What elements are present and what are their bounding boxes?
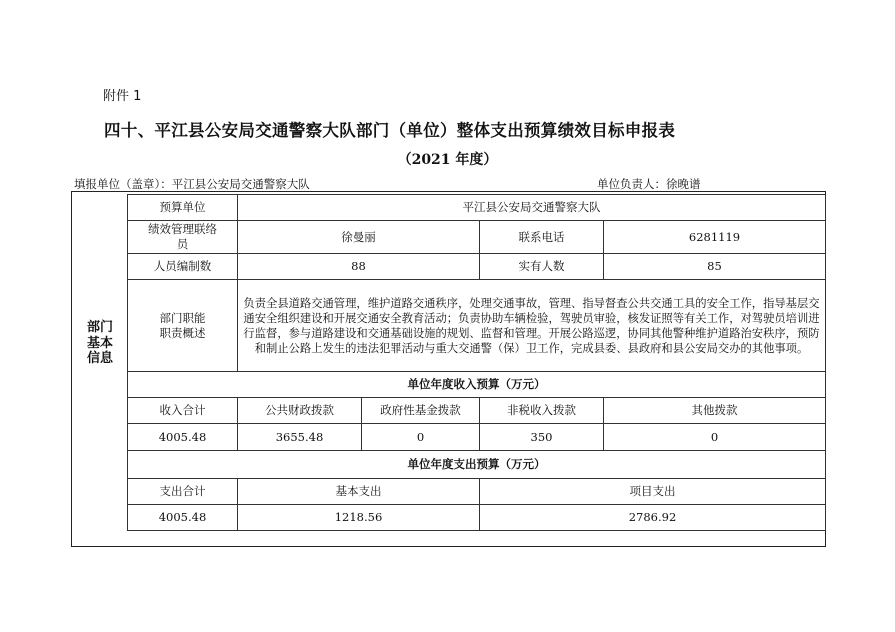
income-header-public-finance: 公共财政拨款 [238, 398, 362, 424]
budget-unit-value: 平江县公安局交通警察大队 [238, 195, 826, 221]
income-header-gov-fund: 政府性基金拨款 [362, 398, 480, 424]
expense-project-value: 2786.92 [480, 505, 826, 531]
budget-unit-label: 预算单位 [128, 195, 238, 221]
phone-label: 联系电话 [480, 221, 604, 254]
staff-quota-value: 88 [238, 254, 480, 280]
income-header-total: 收入合计 [128, 398, 238, 424]
budget-table [127, 194, 826, 531]
income-gov-fund-value: 0 [362, 424, 480, 451]
phone-value: 6281119 [604, 221, 826, 254]
attachment-label: 附件 1 [103, 89, 142, 104]
expense-header-basic: 基本支出 [238, 479, 480, 505]
actual-staff-label: 实有人数 [480, 254, 604, 280]
expense-budget-title: 单位年度支出预算（万元） [128, 451, 826, 479]
expense-basic-value: 1218.56 [238, 505, 480, 531]
unit-head: 单位负责人：徐晚谱 [597, 177, 701, 191]
income-other-value: 0 [604, 424, 826, 451]
fill-unit: 填报单位（盖章）：平江县公安局交通警察大队 [74, 177, 310, 191]
staff-quota-label: 人员编制数 [128, 254, 238, 280]
income-public-finance-value: 3655.48 [238, 424, 362, 451]
document-title: 四十、平江县公安局交通警察大队部门（单位）整体支出预算绩效目标申报表 [104, 121, 676, 140]
section-label: 部门基本信息 [87, 320, 114, 366]
contact-value: 徐曼丽 [238, 221, 480, 254]
income-header-other: 其他拨款 [604, 398, 826, 424]
income-header-non-tax: 非税收入拨款 [480, 398, 604, 424]
expense-total-value: 4005.48 [128, 505, 238, 531]
contact-label: 绩效管理联络员 [128, 221, 238, 254]
income-total-value: 4005.48 [128, 424, 238, 451]
duties-label: 部门职能职责概述 [128, 280, 238, 372]
actual-staff-value: 85 [604, 254, 826, 280]
income-non-tax-value: 350 [480, 424, 604, 451]
duties-text: 负责全县道路交通管理，维护道路交通秩序，处理交通事故，管理、指导督查公共交通工具的安全工作，指导基层交通安全组织建设和开展交通安全教育活动；负责协助车辆检验，驾驶员审验，核发证照等有关工作，对驾驶员培训进行监督，参与道路建设和交通基础设施的规划、监督和管理。开展公路巡逻，协同其他警种维护道路治安秩序，预防和制止公路上发生的违法犯罪活动与重大交通警（保）卫工作，完成县委、县政府和县公安局交办的其他事项。 [238, 280, 826, 372]
expense-header-project: 项目支出 [480, 479, 826, 505]
fiscal-year: （2021 年度） [397, 152, 498, 168]
expense-header-total: 支出合计 [128, 479, 238, 505]
income-budget-title: 单位年度收入预算（万元） [128, 372, 826, 398]
